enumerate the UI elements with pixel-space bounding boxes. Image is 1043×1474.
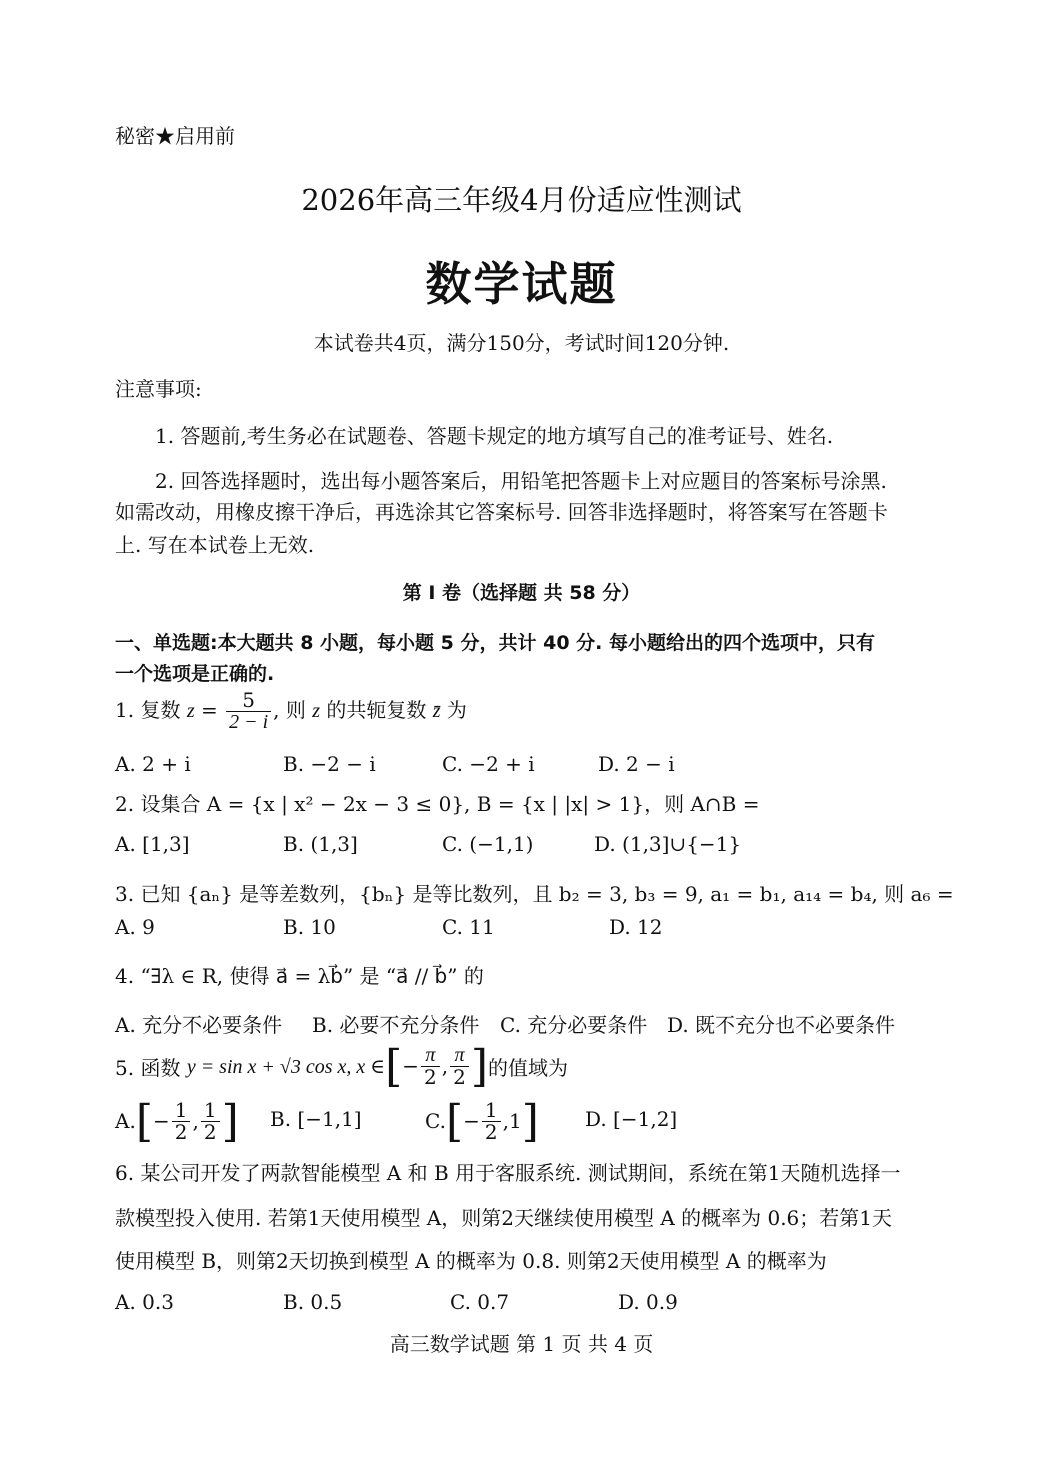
exam-name: 2026年高三年级4月份适应性测试 xyxy=(301,183,742,217)
q4-option-a: A. 充分不必要条件 xyxy=(115,1013,283,1037)
q2-option-c: C. (−1,1) xyxy=(442,832,534,856)
q1-option-d: D. 2 − i xyxy=(598,752,675,776)
q1-option-c: C. −2 + i xyxy=(442,752,535,776)
note-item-1: 1. 答题前,考生务必在试题卷、答题卡规定的地方填写自己的准考证号、姓名. xyxy=(155,424,834,448)
q3-option-d: D. 12 xyxy=(609,915,663,939)
q6-option-b: B. 0.5 xyxy=(283,1290,343,1314)
q3-option-b: B. 10 xyxy=(283,915,336,939)
q2-option-b: B. (1,3] xyxy=(283,832,358,856)
question-6-line3: 使用模型 B，则第2天切换到模型 A 的概率为 0.8. 则第2天使用模型 A 的概率为 xyxy=(115,1249,827,1273)
question-6-line2: 款模型投入使用. 若第1天使用模型 A，则第2天继续使用模型 A 的概率为 0.6；若第1天 xyxy=(115,1206,893,1230)
q5-option-d: D. [−1,2] xyxy=(585,1107,678,1131)
q5-option-a: A. [ − $\frac{1}{2}$ , $\frac{1}{2}$ ] xyxy=(115,1095,239,1147)
q6-option-d: D. 0.9 xyxy=(618,1290,678,1314)
question-1-stem: 1. 复数 z = $\frac{5}{2 - i}$ , 则 z 的共轭复数 z̄ 为 xyxy=(115,688,467,733)
q1-fraction: $\frac{5}{2 - i}$ xyxy=(226,690,271,733)
q2-option-a: A. [1,3] xyxy=(115,832,190,856)
question-3-stem: 3. 已知 {aₙ} 是等差数列，{bₙ} 是等比数列，且 b₂ = 3, b₃ = 9, a₁ = b₁, a₁₄ = b₄, 则 a₆ = xyxy=(115,882,954,906)
q5-option-b: B. [−1,1] xyxy=(270,1107,362,1131)
q4-option-d: D. 既不充分也不必要条件 xyxy=(667,1013,896,1037)
section-instructions-line1: 一、单选题:本大题共 8 小题，每小题 5 分，共计 40 分. 每小题给出的四个选项中，只有 xyxy=(115,632,876,654)
q1-option-b: B. −2 − i xyxy=(283,752,376,776)
notes-heading: 注意事项: xyxy=(115,377,202,401)
note-item-2-line2: 如需改动，用橡皮擦干净后，再选涂其它答案标号. 回答非选择题时，将答案写在答题卡 xyxy=(115,500,888,524)
note-item-2-line1: 2. 回答选择题时，选出每小题答案后，用铅笔把答题卡上对应题目的答案标号涂黑. xyxy=(155,469,887,493)
question-4-stem: 4. “∃λ ∈ R, 使得 a⃗ = λb⃗” 是 “a⃗ // b⃗” 的 xyxy=(115,964,484,988)
q4-option-b: B. 必要不充分条件 xyxy=(312,1013,480,1037)
question-2-stem: 2. 设集合 A = {x | x² − 2x − 3 ≤ 0}, B = {x | |x| > 1}，则 A∩B = xyxy=(115,792,760,816)
confidential-label: 秘密★启用前 xyxy=(115,124,235,148)
exam-info: 本试卷共4页，满分150分，考试时间120分钟. xyxy=(313,331,730,355)
q6-option-a: A. 0.3 xyxy=(115,1290,174,1314)
q1-option-a: A. 2 + i xyxy=(115,752,191,776)
q5-option-c: C. [ − $\frac{1}{2}$ , 1 ] xyxy=(425,1095,539,1147)
section-title: 第 I 卷（选择题 共 58 分） xyxy=(402,582,641,604)
q6-option-c: C. 0.7 xyxy=(450,1290,510,1314)
q2-option-d: D. (1,3]∪{−1} xyxy=(594,832,742,856)
page-footer: 高三数学试题 第 1 页 共 4 页 xyxy=(389,1332,654,1356)
q4-option-c: C. 充分必要条件 xyxy=(500,1013,648,1037)
q3-option-a: A. 9 xyxy=(115,915,155,939)
note-item-2-line3: 上. 写在本试卷上无效. xyxy=(115,533,315,557)
subject-title: 数学试题 xyxy=(425,257,618,311)
question-6-line1: 6. 某公司开发了两款智能模型 A 和 B 用于客服系统. 测试期间，系统在第1天随机选择一 xyxy=(115,1161,901,1185)
q3-option-c: C. 11 xyxy=(442,915,495,939)
section-instructions-line2: 一个选项是正确的. xyxy=(115,663,275,685)
question-5-stem: 5. 函数 y = sin x + √3 cos x, x ∈ [ − $\frac{\pi}{2}$ , $\frac{\pi}{2}$ ] 的值域为 xyxy=(115,1040,569,1092)
